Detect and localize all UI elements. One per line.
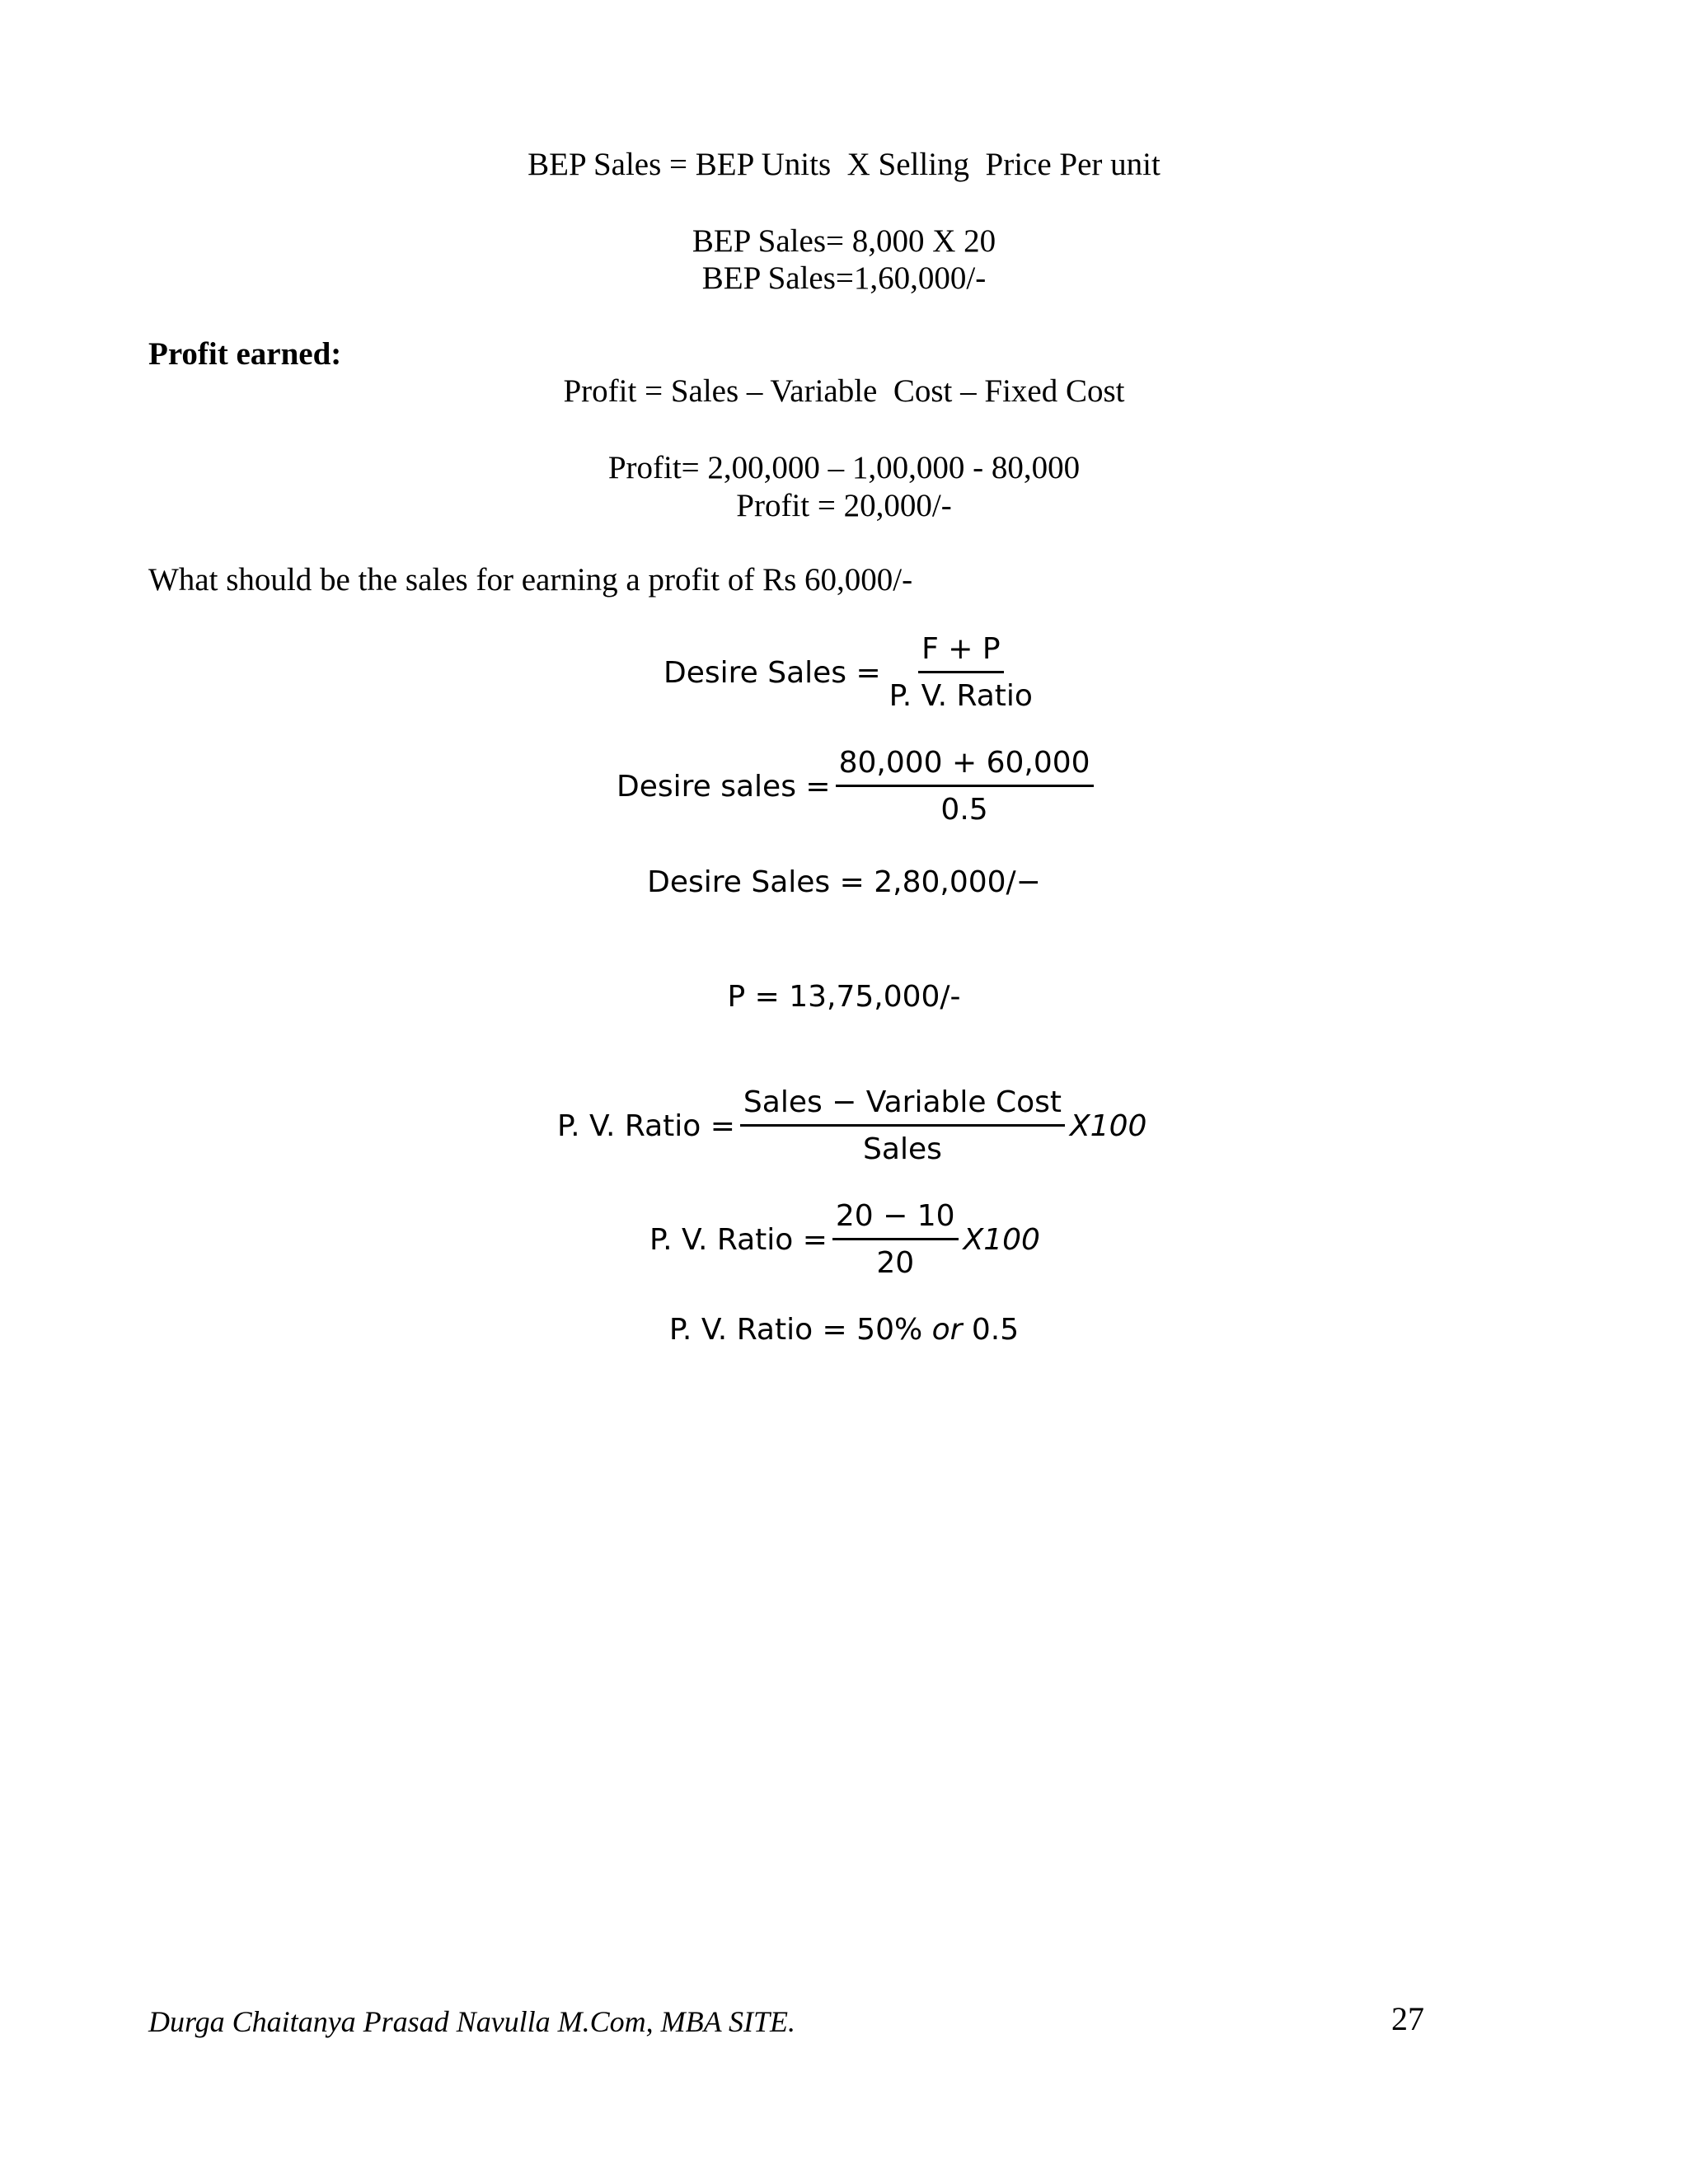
profit-calculation: Profit= 2,00,000 – 1,00,000 - 80,000 (607, 450, 1081, 485)
desire-sales-formula-lhs: Desire Sales = (663, 656, 881, 690)
fraction-numerator: F + P (918, 635, 1003, 673)
desired-sales-question: What should be the sales for earning a profit of Rs 60,000/- (148, 562, 913, 598)
desire-sales-calculation-fraction (836, 748, 1094, 825)
pv-ratio-calculation (649, 1199, 1040, 1280)
desire-sales-formula-fraction (886, 632, 1036, 713)
pv-ratio-calculation-fraction (832, 1199, 959, 1280)
profit-result: Profit = 20,000/- (736, 488, 952, 523)
p-value: P = 13,75,000/- (727, 980, 961, 1014)
fraction-numerator: 80,000 + 60,000 (836, 748, 1094, 787)
page-number: 27 (1391, 2000, 1424, 2037)
bep-sales-calculation: BEP Sales= 8,000 X 20 (692, 223, 996, 259)
pv-ratio-formula-fraction (740, 1085, 1065, 1166)
fraction-denominator: P. V. Ratio (889, 679, 1033, 713)
pv-ratio-formula-multiplier: X100 (1070, 1109, 1147, 1143)
bep-sales-formula: BEP Sales = BEP Units X Selling Price Per unit (528, 147, 1160, 182)
footer-author: Durga Chaitanya Prasad Navulla M.Com, MBA SITE. (148, 2005, 795, 2038)
pv-ratio-formula (557, 1085, 1147, 1166)
pv-ratio-result (0, 1315, 1688, 1345)
fraction-numerator: 20 − 10 (832, 1202, 959, 1240)
bep-sales-result: BEP Sales=1,60,000/- (701, 260, 987, 296)
desire-sales-calculation-lhs: Desire sales = (617, 770, 831, 804)
pv-ratio-formula-lhs: P. V. Ratio = (557, 1109, 735, 1143)
desire-sales-calculation (617, 748, 1099, 825)
pv-ratio-calculation-multiplier: X100 (963, 1223, 1040, 1257)
fraction-denominator: Sales (863, 1132, 942, 1166)
pv-ratio-result-value: P. V. Ratio = 50% (668, 1313, 932, 1347)
pv-ratio-result-decimal: 0.5 (962, 1313, 1020, 1347)
pv-ratio-result-or: or (931, 1313, 963, 1347)
fraction-denominator: 0.5 (940, 793, 988, 827)
fraction-denominator: 20 (876, 1246, 915, 1280)
pv-ratio-calculation-lhs: P. V. Ratio = (649, 1223, 828, 1257)
profit-earned-heading: Profit earned: (148, 336, 342, 372)
profit-formula: Profit = Sales – Variable Cost – Fixed Cost (563, 373, 1125, 409)
desire-sales-formula (663, 632, 1041, 713)
fraction-numerator: Sales − Variable Cost (740, 1088, 1065, 1127)
desire-sales-result: Desire Sales = 2,80,000/− (647, 865, 1041, 899)
